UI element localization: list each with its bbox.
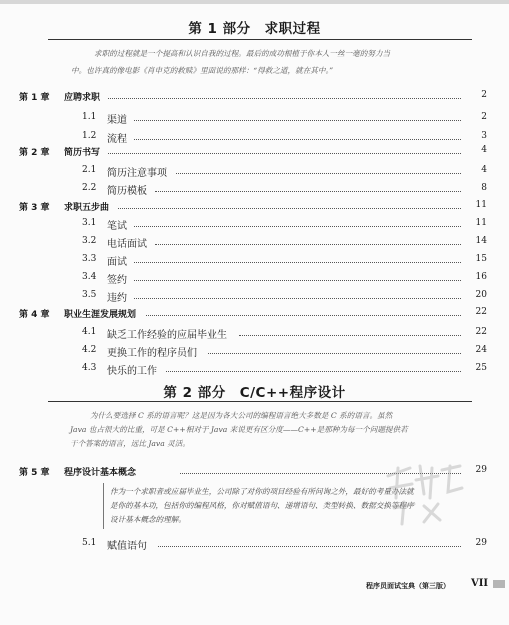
leader-dots — [155, 244, 461, 245]
page-number: 11 — [475, 218, 487, 228]
section-title: 签约 — [107, 275, 127, 286]
toc-section[interactable] — [0, 181, 509, 197]
toc-section[interactable] — [0, 325, 509, 341]
section-number: 3.3 — [82, 254, 97, 264]
section-number: 2.2 — [82, 183, 97, 193]
section-title: 简历模板 — [107, 186, 147, 197]
page-number-roman: VII — [471, 578, 489, 589]
toc-chapter-5[interactable] — [0, 463, 509, 479]
section-number: 3.2 — [82, 236, 97, 246]
leader-dots — [146, 315, 461, 316]
page-number: 2 — [481, 90, 487, 100]
leader-dots — [239, 335, 461, 336]
toc-section[interactable] — [0, 252, 509, 268]
leader-dots — [134, 120, 461, 121]
leader-dots — [134, 139, 461, 140]
toc-chapter[interactable] — [0, 88, 509, 104]
leader-dots — [108, 153, 461, 154]
chapter-note-line-2: 是你的基本功，包括你的编程风格，你对赋值语句、递增语句、类型转换、数据交换等程序 — [110, 501, 414, 510]
chapter-title: 程序设计基本概念 — [64, 468, 137, 478]
section-number: 4.1 — [82, 327, 97, 337]
chapter-note-rule — [103, 483, 104, 529]
leader-dots — [134, 280, 461, 281]
scan-edge — [0, 0, 509, 4]
chapter-title: 职业生涯发展规划 — [64, 310, 137, 320]
leader-dots — [158, 546, 461, 547]
page-number: 15 — [475, 254, 487, 264]
page-number: 2 — [481, 112, 487, 122]
section-title: 电话面试 — [107, 239, 147, 250]
leader-dots — [134, 226, 461, 227]
page-number: 4 — [481, 145, 487, 155]
page-number: 11 — [475, 200, 487, 210]
section-title: 赋值语句 — [107, 541, 147, 552]
part-2-intro-line-3: 干个答案的语言，远比 Java 灵活。 — [70, 439, 190, 448]
book-title: 程序员面试宝典（第三版） — [366, 582, 450, 590]
page-number: 29 — [475, 538, 487, 548]
leader-dots — [134, 262, 461, 263]
leader-dots — [108, 98, 461, 99]
section-number: 1.2 — [82, 131, 97, 141]
section-title: 违约 — [107, 293, 127, 304]
chapter-note — [110, 485, 480, 527]
leader-dots — [166, 371, 462, 372]
toc-section[interactable] — [0, 270, 509, 286]
section-title: 面试 — [107, 257, 127, 268]
toc-chapter[interactable] — [0, 305, 509, 321]
page-number: 25 — [475, 363, 487, 373]
section-title: 笔试 — [107, 221, 127, 232]
chapter-label: 第 3 章 — [19, 203, 50, 213]
chapter-label: 第 5 章 — [19, 468, 50, 478]
toc-section[interactable] — [0, 234, 509, 250]
toc-section[interactable] — [0, 216, 509, 232]
page-number: 22 — [475, 307, 487, 317]
page-number: 8 — [481, 183, 487, 193]
leader-dots — [208, 353, 462, 354]
section-number: 1.1 — [82, 112, 97, 122]
page-number: 22 — [475, 327, 487, 337]
toc-chapter[interactable] — [0, 198, 509, 214]
toc-section[interactable] — [0, 110, 509, 126]
chapter-label: 第 1 章 — [19, 93, 50, 103]
part-1-intro-line-1: 求职的过程就是一个提高和认识自我的过程。最后的成功根植于你本人一丝一毫的努力当 — [94, 49, 391, 58]
section-number: 4.2 — [82, 345, 97, 355]
section-number: 3.5 — [82, 290, 97, 300]
page-number: 24 — [475, 345, 487, 355]
toc-section[interactable] — [0, 361, 509, 377]
page-number: 20 — [475, 290, 487, 300]
section-number: 3.4 — [82, 272, 97, 282]
leader-dots — [118, 208, 462, 209]
section-title: 简历注意事项 — [107, 168, 167, 179]
part-1-rule — [48, 39, 472, 40]
toc-chapter[interactable] — [0, 143, 509, 159]
chapter-title: 简历书写 — [64, 148, 101, 158]
page-edge-mark — [493, 580, 505, 588]
part-1-title: 第 1 部分 求职过程 — [188, 21, 321, 37]
chapter-note-line-3: 设计基本概念的理解。 — [110, 515, 186, 524]
section-title: 更换工作的程序员们 — [107, 348, 197, 359]
part-2-intro-line-1: 为什么要选择 C 系的语言呢？这是因为各大公司的编程语言绝大多数是 C 系的语言。虽然 — [90, 411, 393, 420]
chapter-title: 求职五步曲 — [64, 203, 110, 213]
part-2-rule — [48, 401, 472, 402]
toc-section-5-1[interactable] — [0, 536, 509, 552]
leader-dots — [180, 473, 461, 474]
section-number: 2.1 — [82, 165, 97, 175]
chapter-note-line-1: 作为一个求职者或应届毕业生，公司除了对你的项目经验有所问询之外，最好的考量办法就 — [110, 487, 414, 496]
page-number: 3 — [481, 131, 487, 141]
leader-dots — [134, 298, 461, 299]
section-title: 流程 — [107, 134, 127, 145]
toc-section[interactable] — [0, 343, 509, 359]
part-2-title: 第 2 部分 C/C++程序设计 — [163, 385, 346, 401]
section-title: 缺乏工作经验的应届毕业生 — [107, 330, 227, 341]
section-number: 3.1 — [82, 218, 97, 228]
chapter-label: 第 4 章 — [19, 310, 50, 320]
leader-dots — [155, 191, 461, 192]
part-2-intro-line-2: Java 也占很大的比重，可是 C++相对于 Java 来说更有区分度——C++是那种为每一个问题提供若 — [70, 425, 408, 434]
section-number: 4.3 — [82, 363, 97, 373]
section-title: 渠道 — [107, 115, 127, 126]
toc-section[interactable] — [0, 288, 509, 304]
page-number: 16 — [475, 272, 487, 282]
toc-section[interactable] — [0, 163, 509, 179]
chapter-title: 应聘求职 — [64, 93, 101, 103]
chapter-label: 第 2 章 — [19, 148, 50, 158]
page-number: 4 — [481, 165, 487, 175]
page-number: 29 — [475, 465, 487, 475]
leader-dots — [176, 173, 461, 174]
part-1-intro-line-2: 中。也许真的像电影《肖申克的救赎》里面说的那样：“得救之道，就在其中。” — [71, 66, 334, 75]
section-title: 快乐的工作 — [107, 366, 157, 377]
page-number: 14 — [475, 236, 487, 246]
section-number: 5.1 — [82, 538, 97, 548]
